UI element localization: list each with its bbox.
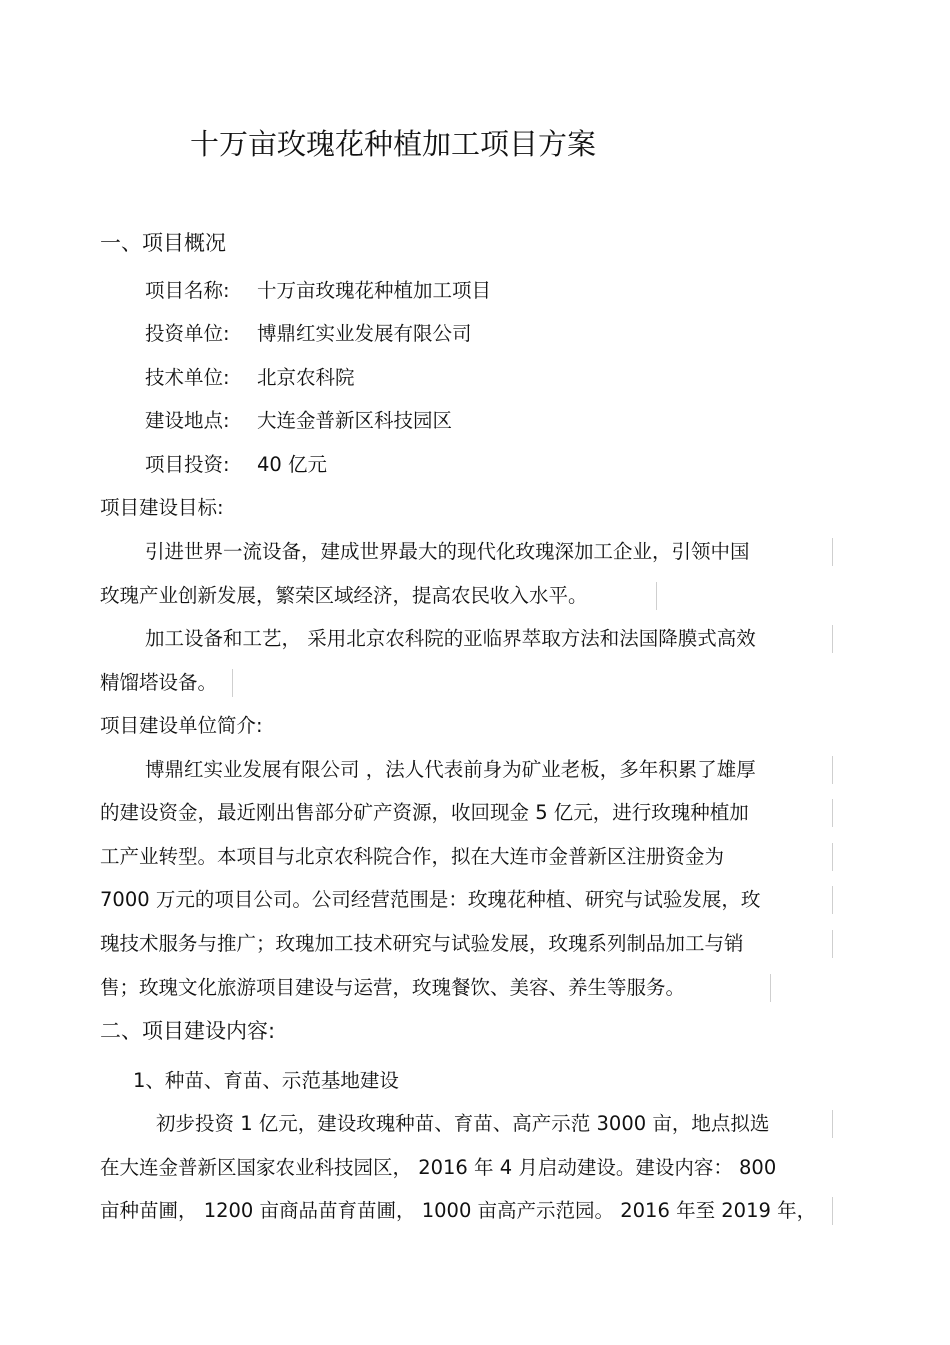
section1-heading: 一、项目概况: [100, 231, 226, 255]
field-label-investor: 投资单位:: [145, 322, 230, 345]
scan-edge-mark: [832, 1197, 833, 1225]
scan-edge-mark: [832, 799, 833, 827]
scan-edge-mark: [832, 843, 833, 871]
field-label-investment: 项目投资:: [145, 453, 230, 476]
subsection1-line-1: 初步投资 1 亿元，建设玫瑰种苗、育苗、高产示范 3000 亩，地点拟选: [156, 1112, 770, 1135]
scan-edge-mark: [832, 930, 833, 958]
scan-edge-mark: [832, 1110, 833, 1138]
subsection1-heading: 1、种苗、育苗、示范基地建设: [133, 1069, 399, 1092]
goal-line-2: 玫瑰产业创新发展，繁荣区域经济，提高农民收入水平。: [100, 584, 588, 607]
scan-edge-mark: [232, 669, 233, 697]
equipment-line-2: 精馏塔设备。: [100, 671, 218, 694]
field-value-location: 大连金普新区科技园区: [257, 409, 453, 432]
section2-heading: 二、项目建设内容:: [100, 1019, 276, 1043]
scan-edge-mark: [832, 538, 833, 566]
scan-edge-mark: [832, 756, 833, 784]
scan-edge-mark: [770, 974, 771, 1002]
unit-intro-heading: 项目建设单位简介:: [100, 714, 263, 737]
subsection1-line-3: 亩种苗圃， 1200 亩商品苗育苗圃， 1000 亩高产示范园。 2016 年至 2019 年，: [100, 1199, 817, 1222]
field-label-project-name: 项目名称:: [145, 279, 230, 302]
field-value-project-name: 十万亩玫瑰花种植加工项目: [257, 279, 492, 302]
field-label-location: 建设地点:: [145, 409, 230, 432]
scan-edge-mark: [832, 625, 833, 653]
field-label-tech-unit: 技术单位:: [145, 366, 230, 389]
document-title: 十万亩玫瑰花种植加工项目方案: [190, 127, 597, 161]
equipment-line-1: 加工设备和工艺， 采用北京农科院的亚临界萃取方法和法国降膜式高效: [145, 627, 756, 650]
scan-edge-mark: [832, 886, 833, 914]
unit-intro-line-5: 瑰技术服务与推广；玫瑰加工技术研究与试验发展，玫瑰系列制品加工与销: [100, 932, 744, 955]
unit-intro-line-3: 工产业转型。本项目与北京农科院合作，拟在大连市金普新区注册资金为: [100, 845, 725, 868]
unit-intro-line-1: 博鼎红实业发展有限公司 ，法人代表前身为矿业老板，多年积累了雄厚: [145, 758, 756, 781]
field-value-investment: 40 亿元: [257, 453, 328, 476]
unit-intro-line-2: 的建设资金，最近刚出售部分矿产资源，收回现金 5 亿元，进行玫瑰种植加: [100, 801, 749, 824]
scan-edge-mark: [656, 582, 657, 610]
field-value-investor: 博鼎红实业发展有限公司: [257, 322, 472, 345]
unit-intro-line-6: 售；玫瑰文化旅游项目建设与运营，玫瑰餐饮、美容、养生等服务。: [100, 976, 686, 999]
field-value-tech-unit: 北京农科院: [257, 366, 355, 389]
goal-line-1: 引进世界一流设备，建成世界最大的现代化玫瑰深加工企业，引领中国: [145, 540, 750, 563]
unit-intro-line-4: 7000 万元的项目公司。公司经营范围是：玫瑰花种植、研究与试验发展，玫: [100, 888, 761, 911]
goal-heading: 项目建设目标:: [100, 496, 224, 519]
subsection1-line-2: 在大连金普新区国家农业科技园区， 2016 年 4 月启动建设。建设内容： 800: [100, 1156, 777, 1179]
